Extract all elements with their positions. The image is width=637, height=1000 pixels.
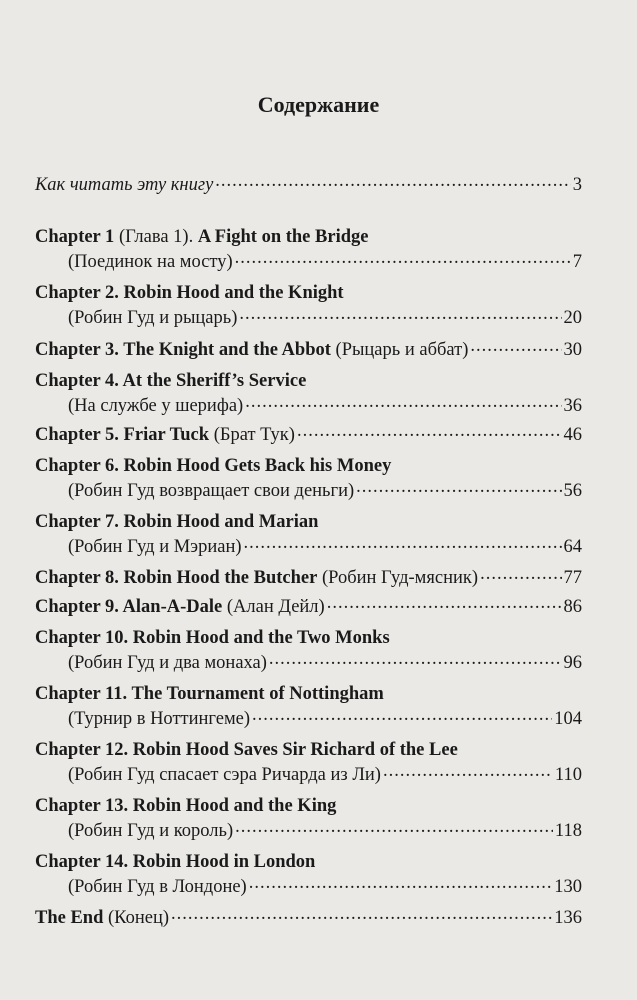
toc-subline-chapter-6 [68, 478, 582, 504]
toc-entry-translation: (Конец) [103, 908, 170, 928]
toc-entry-chapter-9 [35, 594, 582, 620]
toc-entry-title: Chapter 7. Robin Hood and Marian [35, 512, 319, 532]
toc-entry-translation: (Робин Гуд спасает сэра Ричарда из Ли) [68, 765, 381, 785]
toc-entry-title: Chapter 5. Friar Tuck [35, 425, 210, 445]
toc-entry-translation: (Рыцарь и аббат) [330, 340, 469, 360]
toc-page-number: 3 [572, 175, 582, 195]
toc-page-number: 86 [563, 597, 582, 617]
toc-entry-title: Chapter 4. At the Sheriff’s Service [35, 371, 307, 391]
toc-page-number: 64 [563, 537, 582, 557]
toc-subline-chapter-7 [68, 534, 582, 560]
dot-leader [235, 245, 571, 271]
toc-entry-title: Chapter 11. The Tournament of Nottingham [35, 684, 384, 704]
toc-entry-title: Chapter 1 [35, 227, 115, 247]
toc-entry-title: Chapter 12. Robin Hood Saves Sir Richard of the Lee [35, 740, 458, 760]
toc-entry-chapter-5 [35, 422, 582, 448]
toc-entry-translation: (На службе у шерифа) [68, 396, 244, 416]
toc-subline-chapter-1 [68, 249, 582, 275]
toc-page-number: 20 [563, 308, 582, 328]
toc-entry-the-end [35, 905, 582, 931]
toc-entry-title: Chapter 9. Alan-A-Dale [35, 597, 223, 617]
dot-leader [171, 901, 552, 927]
toc-entry-title: Как читать эту книгу [35, 175, 214, 195]
toc-entry-title: Chapter 14. Robin Hood in London [35, 852, 316, 872]
dot-leader [239, 301, 561, 327]
toc-entry-translation: (Робин Гуд и Мэриан) [68, 537, 242, 557]
toc-subline-chapter-4 [68, 393, 582, 419]
toc-entry-title: Chapter 8. Robin Hood the Butcher [35, 568, 318, 588]
dot-leader [327, 590, 562, 616]
toc-page-number: 118 [554, 821, 582, 841]
toc-entry-title: Chapter 3. The Knight and the Abbot [35, 340, 331, 360]
toc-entry-chapter-8 [35, 565, 582, 591]
toc-page-number: 96 [563, 653, 582, 673]
toc-page-number: 36 [563, 396, 582, 416]
toc-page-number: 130 [554, 877, 582, 897]
toc-entry-translation: (Робин Гуд-мясник) [317, 568, 479, 588]
dot-leader [480, 561, 561, 587]
toc-page-number: 7 [572, 252, 582, 272]
toc-entry-title: Chapter 6. Robin Hood Gets Back his Money [35, 456, 392, 476]
toc-subline-chapter-10 [68, 650, 582, 676]
toc-entry-chapter-3 [35, 337, 582, 363]
toc-entry-translation: (Алан Дейл) [222, 597, 325, 617]
toc-page-number: 136 [554, 908, 582, 928]
toc-subline-chapter-14 [68, 874, 582, 900]
toc-entry-translation: (Брат Тук) [209, 425, 295, 445]
toc-entry-translation: (Робин Гуд и два монаха) [68, 653, 267, 673]
dot-leader [249, 870, 553, 896]
dot-leader [244, 530, 562, 556]
toc-entry-intro [35, 172, 582, 198]
toc-subline-chapter-12 [68, 762, 582, 788]
dot-leader [215, 168, 570, 194]
dot-leader [470, 333, 561, 359]
dot-leader [383, 758, 553, 784]
dot-leader [297, 418, 562, 444]
toc-entry-title-cont: A Fight on the Bridge [197, 227, 369, 247]
dot-leader [252, 702, 552, 728]
toc-entry-title: The End [35, 908, 104, 928]
dot-leader [245, 389, 561, 415]
toc-entry-translation: (Турнир в Ноттингеме) [68, 709, 251, 729]
toc-subline-chapter-11 [68, 706, 582, 732]
toc-entry-title: Chapter 13. Robin Hood and the King [35, 796, 337, 816]
toc-entry-translation: (Робин Гуд возвращает свои деньги) [68, 481, 355, 501]
toc-entry-translation: (Поединок на мосту) [68, 252, 233, 272]
toc-page-number: 46 [563, 425, 582, 445]
toc-page-number: 104 [554, 709, 582, 729]
toc-page-number: 56 [563, 481, 582, 501]
dot-leader [356, 474, 561, 500]
toc-page-number: 30 [563, 340, 582, 360]
dot-leader [269, 646, 562, 672]
toc-entry-translation: (Робин Гуд в Лондоне) [68, 877, 247, 897]
toc-entry-title: Chapter 2. Robin Hood and the Knight [35, 283, 344, 303]
page-title: Содержание [257, 92, 380, 117]
toc-entry-title: Chapter 10. Robin Hood and the Two Monks [35, 628, 390, 648]
toc-entry-translation: (Глава 1). [114, 227, 198, 247]
toc-page-number: 110 [554, 765, 582, 785]
dot-leader [235, 814, 553, 840]
toc-subline-chapter-13 [68, 818, 582, 844]
toc-subline-chapter-2 [68, 305, 582, 331]
toc-entry-translation: (Робин Гуд и король) [68, 821, 234, 841]
toc-entry-translation: (Робин Гуд и рыцарь) [68, 308, 238, 328]
toc-page-number: 77 [563, 568, 582, 588]
